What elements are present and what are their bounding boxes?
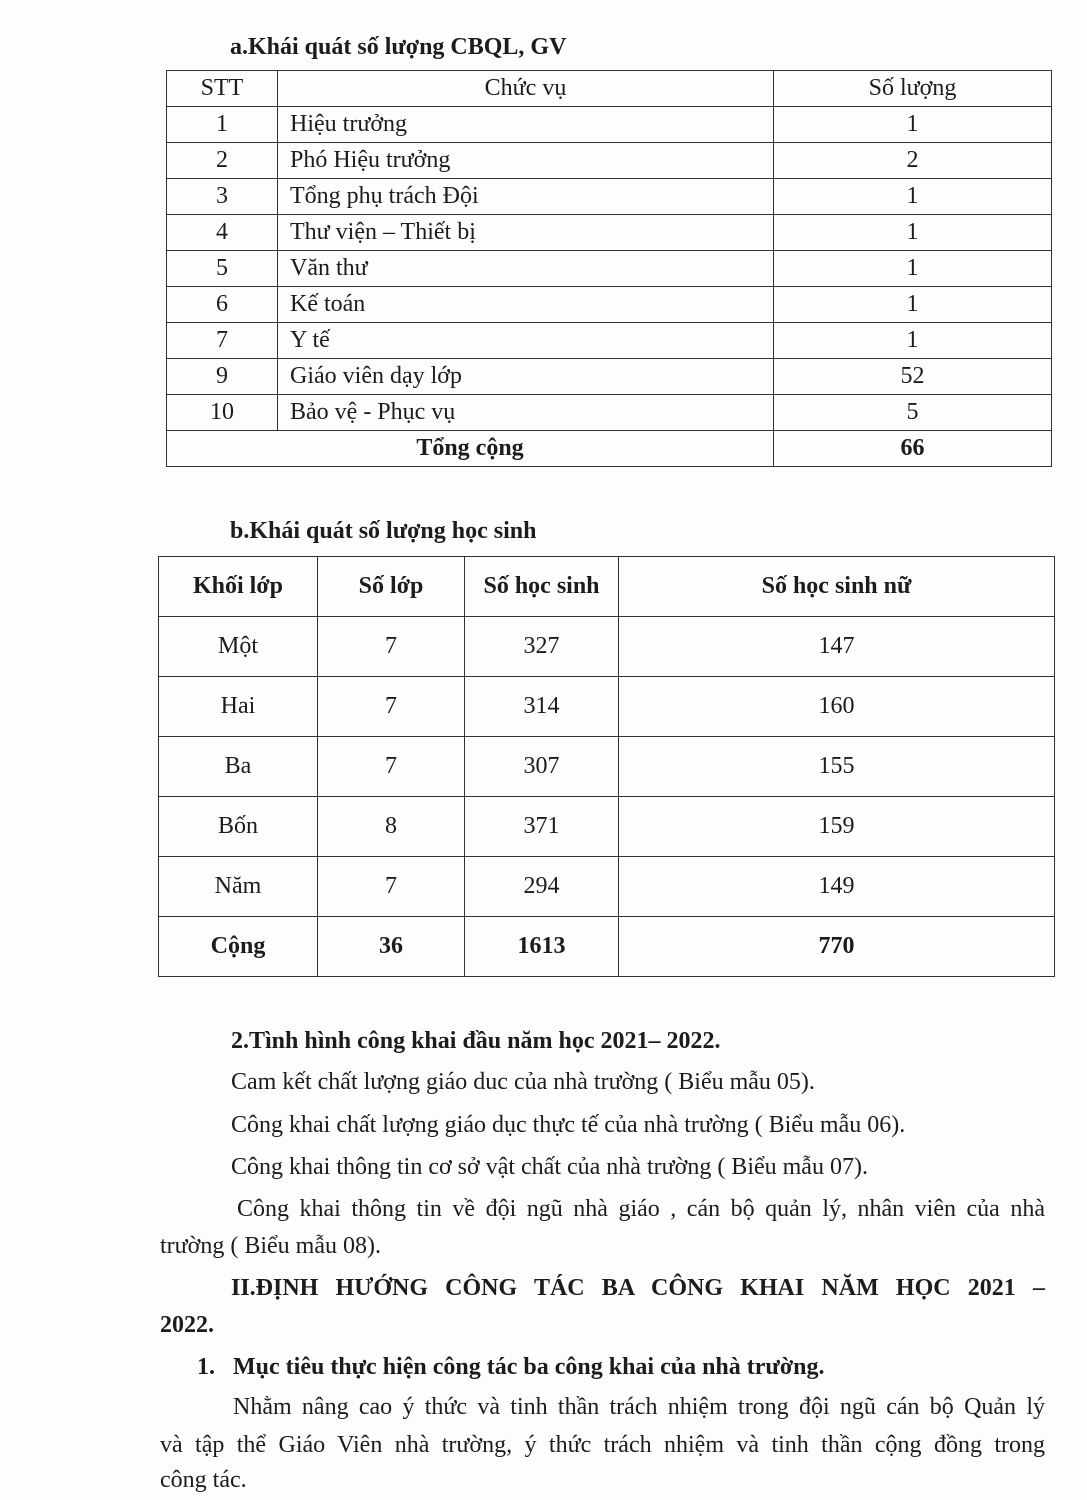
cell-stt: 7	[167, 323, 278, 359]
total-female: 770	[619, 917, 1055, 977]
cell-students: 294	[465, 857, 619, 917]
paragraph-line: công tác.	[160, 1467, 247, 1493]
cell-classes: 7	[318, 857, 465, 917]
cell-stt: 4	[167, 215, 278, 251]
cell-students: 307	[465, 737, 619, 797]
header-qty: Số lượng	[774, 71, 1052, 107]
section-2-title: 2.Tình hình công khai đầu năm học 2021– 2022.	[231, 1028, 721, 1054]
table-row	[159, 617, 1055, 677]
subsection-title: Mục tiêu thực hiện công tác ba công khai của nhà trường.	[233, 1354, 825, 1380]
header-female: Số học sinh nữ	[619, 557, 1055, 617]
total-students: 1613	[465, 917, 619, 977]
table-row	[167, 395, 1052, 431]
cell-qty: 2	[774, 143, 1052, 179]
cell-stt: 10	[167, 395, 278, 431]
staff-table	[166, 70, 1052, 467]
cell-role: Y tế	[278, 323, 774, 359]
table-row	[167, 107, 1052, 143]
total-row	[167, 431, 1052, 467]
cell-grade: Hai	[159, 677, 318, 737]
cell-role: Kế toán	[278, 287, 774, 323]
cell-qty: 1	[774, 323, 1052, 359]
table-row	[167, 251, 1052, 287]
cell-role: Giáo viên dạy lớp	[278, 359, 774, 395]
cell-stt: 6	[167, 287, 278, 323]
table-row	[167, 287, 1052, 323]
paragraph-line: Công khai thông tin về đội ngũ nhà giáo , cán bộ quản lý, nhân viên của nhà	[237, 1196, 1045, 1222]
paragraph-line: Công khai thông tin cơ sở vật chất của nhà trường ( Biểu mẫu 07).	[231, 1154, 868, 1180]
table-row	[159, 797, 1055, 857]
cell-female: 149	[619, 857, 1055, 917]
cell-students: 327	[465, 617, 619, 677]
cell-qty: 5	[774, 395, 1052, 431]
cell-qty: 1	[774, 215, 1052, 251]
cell-classes: 8	[318, 797, 465, 857]
cell-stt: 2	[167, 143, 278, 179]
cell-grade: Năm	[159, 857, 318, 917]
table-row	[159, 677, 1055, 737]
table-row	[167, 179, 1052, 215]
table-row	[159, 737, 1055, 797]
total-classes: 36	[318, 917, 465, 977]
cell-role: Bảo vệ - Phục vụ	[278, 395, 774, 431]
table-header-row	[159, 557, 1055, 617]
cell-qty: 1	[774, 107, 1052, 143]
section-ii-title-cont: 2022.	[160, 1312, 214, 1338]
table-row	[159, 857, 1055, 917]
cell-qty: 1	[774, 287, 1052, 323]
header-role: Chức vụ	[278, 71, 774, 107]
cell-classes: 7	[318, 617, 465, 677]
cell-grade: Bốn	[159, 797, 318, 857]
paragraph-line: Công khai chất lượng giáo dục thực tế của nhà trường ( Biểu mẫu 06).	[231, 1112, 906, 1138]
paragraph-line: Nhằm nâng cao ý thức và tinh thần trách nhiệm trong đội ngũ cán bộ Quản lý	[233, 1394, 1045, 1420]
cell-stt: 3	[167, 179, 278, 215]
paragraph-line: và tập thể Giáo Viên nhà trường, ý thức trách nhiệm và tinh thần cộng đồng trong	[160, 1432, 1045, 1458]
students-table	[158, 556, 1055, 977]
table-row	[167, 143, 1052, 179]
cell-role: Tổng phụ trách Đội	[278, 179, 774, 215]
table-header-row	[167, 71, 1052, 107]
total-grade: Cộng	[159, 917, 318, 977]
cell-role: Hiệu trưởng	[278, 107, 774, 143]
section-ii-title: II.ĐỊNH HƯỚNG CÔNG TÁC BA CÔNG KHAI NĂM HỌC 2021 –	[231, 1275, 1045, 1301]
cell-female: 147	[619, 617, 1055, 677]
header-stt: STT	[167, 71, 278, 107]
total-row	[159, 917, 1055, 977]
subsection-number: 1.	[197, 1354, 215, 1380]
total-label: Tổng cộng	[167, 431, 774, 467]
total-value: 66	[774, 431, 1052, 467]
table-row	[167, 215, 1052, 251]
cell-qty: 1	[774, 251, 1052, 287]
table-row	[167, 323, 1052, 359]
section-b-title: b.Khái quát số lượng học sinh	[230, 518, 537, 544]
cell-qty: 52	[774, 359, 1052, 395]
cell-female: 159	[619, 797, 1055, 857]
cell-classes: 7	[318, 737, 465, 797]
cell-qty: 1	[774, 179, 1052, 215]
cell-role: Phó Hiệu trưởng	[278, 143, 774, 179]
paragraph-line: trường ( Biểu mẫu 08).	[160, 1233, 381, 1259]
paragraph-line: Cam kết chất lượng giáo duc của nhà trường ( Biểu mẫu 05).	[231, 1069, 815, 1095]
cell-stt: 1	[167, 107, 278, 143]
cell-female: 155	[619, 737, 1055, 797]
cell-female: 160	[619, 677, 1055, 737]
header-classes: Số lớp	[318, 557, 465, 617]
cell-stt: 5	[167, 251, 278, 287]
header-students: Số học sinh	[465, 557, 619, 617]
cell-classes: 7	[318, 677, 465, 737]
table-row	[167, 359, 1052, 395]
header-grade: Khối lớp	[159, 557, 318, 617]
cell-students: 314	[465, 677, 619, 737]
cell-grade: Một	[159, 617, 318, 677]
section-a-title: a.Khái quát số lượng CBQL, GV	[230, 34, 567, 60]
cell-stt: 9	[167, 359, 278, 395]
cell-role: Thư viện – Thiết bị	[278, 215, 774, 251]
cell-role: Văn thư	[278, 251, 774, 287]
cell-students: 371	[465, 797, 619, 857]
cell-grade: Ba	[159, 737, 318, 797]
